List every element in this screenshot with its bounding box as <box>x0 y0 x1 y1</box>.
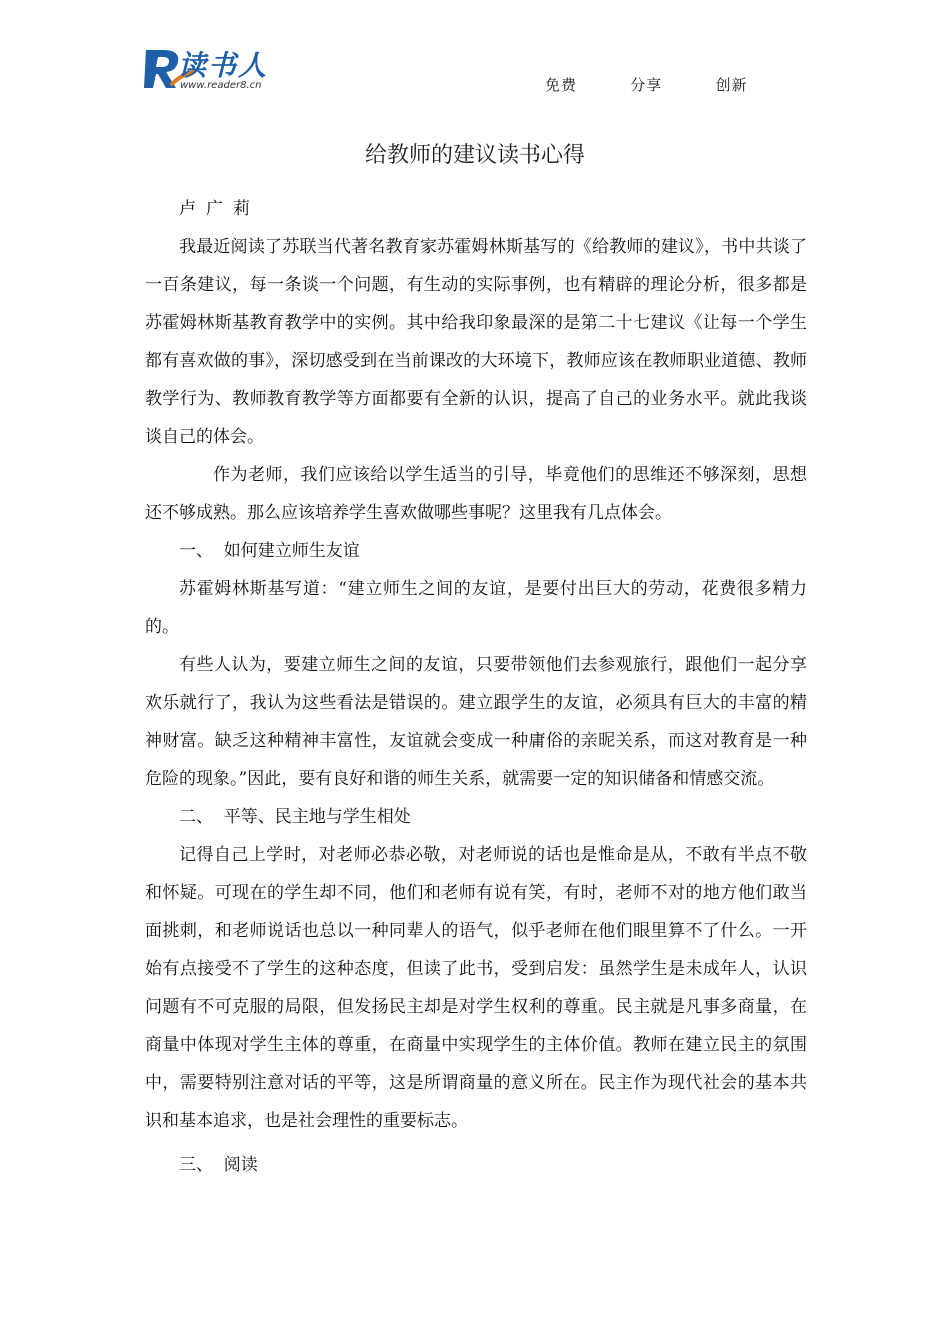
paragraph-friendship: 有些人认为，要建立师生之间的友谊，只要带领他们去参观旅行，跟他们一起分享欢乐就行了，我认为这些看法是错误的。建立跟学生的友谊，必须具有巨大的丰富的精神财富。缺乏这种精神丰富性，友谊就会变成一种庸俗的亲昵关系，而这对教育是一种危险的现象。”因此，要有良好和谐的师生关系，就需要一定的知识储备和情感交流。 <box>145 655 807 789</box>
section-heading-1: 一、 如何建立师生友谊 <box>179 541 360 561</box>
section-heading-2: 二、 平等、民主地与学生相处 <box>179 807 411 827</box>
section-heading-3: 三、 阅读 <box>179 1155 258 1175</box>
logo-wordmark: 读书人 <box>178 49 269 82</box>
logo-url: www.reader8.cn <box>180 80 262 91</box>
paragraph-guidance: 作为老师，我们应该给以学生适当的引导，毕竟他们的思维还不够深刻，思想还不够成熟。那么应该培养学生喜欢做哪些事呢？这里我有几点体会。 <box>145 465 807 523</box>
document-title: 给教师的建议读书心得 <box>364 143 585 168</box>
paragraph-intro: 我最近阅读了苏联当代著名教育家苏霍姆林斯基写的《给教师的建议》，书中共谈了一百条建议，每一条谈一个问题，有生动的实际事例，也有精辟的理论分析，很多都是苏霍姆林斯基教育教学中的实例。其中给我印象最深的是第二十七建议《让每一个学生都有喜欢做的事》，深切感受到在当前课改的大环境下，教师应该在教师职业道德、教师教学行为、教师教育教学等方面都要有全新的认识，提高了自己的业务水平。就此我谈谈自己的体会。 <box>145 237 807 447</box>
header-tagline: 免费 分享 创新 <box>545 76 748 94</box>
site-logo <box>142 44 282 100</box>
paragraph-democracy: 记得自己上学时，对老师必恭必敬，对老师说的话也是惟命是从，不敢有半点不敬和怀疑。可现在的学生却不同，他们和老师有说有笑，有时，老师不对的地方他们敢当面挑刺，和老师说话也总以一种同辈人的语气，似乎老师在他们眼里算不了什么。一开始有点接受不了学生的这种态度，但读了此书，受到启发：虽然学生是未成年人，认识问题有不可克服的局限，但发扬民主却是对学生权利的尊重。民主就是凡事多商量，在商量中体现对学生主体的尊重，在商量中实现学生的主体价值。教师在建立民主的氛围中，需要特别注意对话的平等，这是所谓商量的意义所在。民主作为现代社会的基本共识和基本追求，也是社会理性的重要标志。 <box>145 845 807 1131</box>
document-body <box>145 190 807 1184</box>
author-name: 卢广莉 <box>179 199 260 219</box>
paragraph-quote: 苏霍姆林斯基写道：“建立师生之间的友谊，是要付出巨大的劳动，花费很多精力的。 <box>145 579 807 637</box>
